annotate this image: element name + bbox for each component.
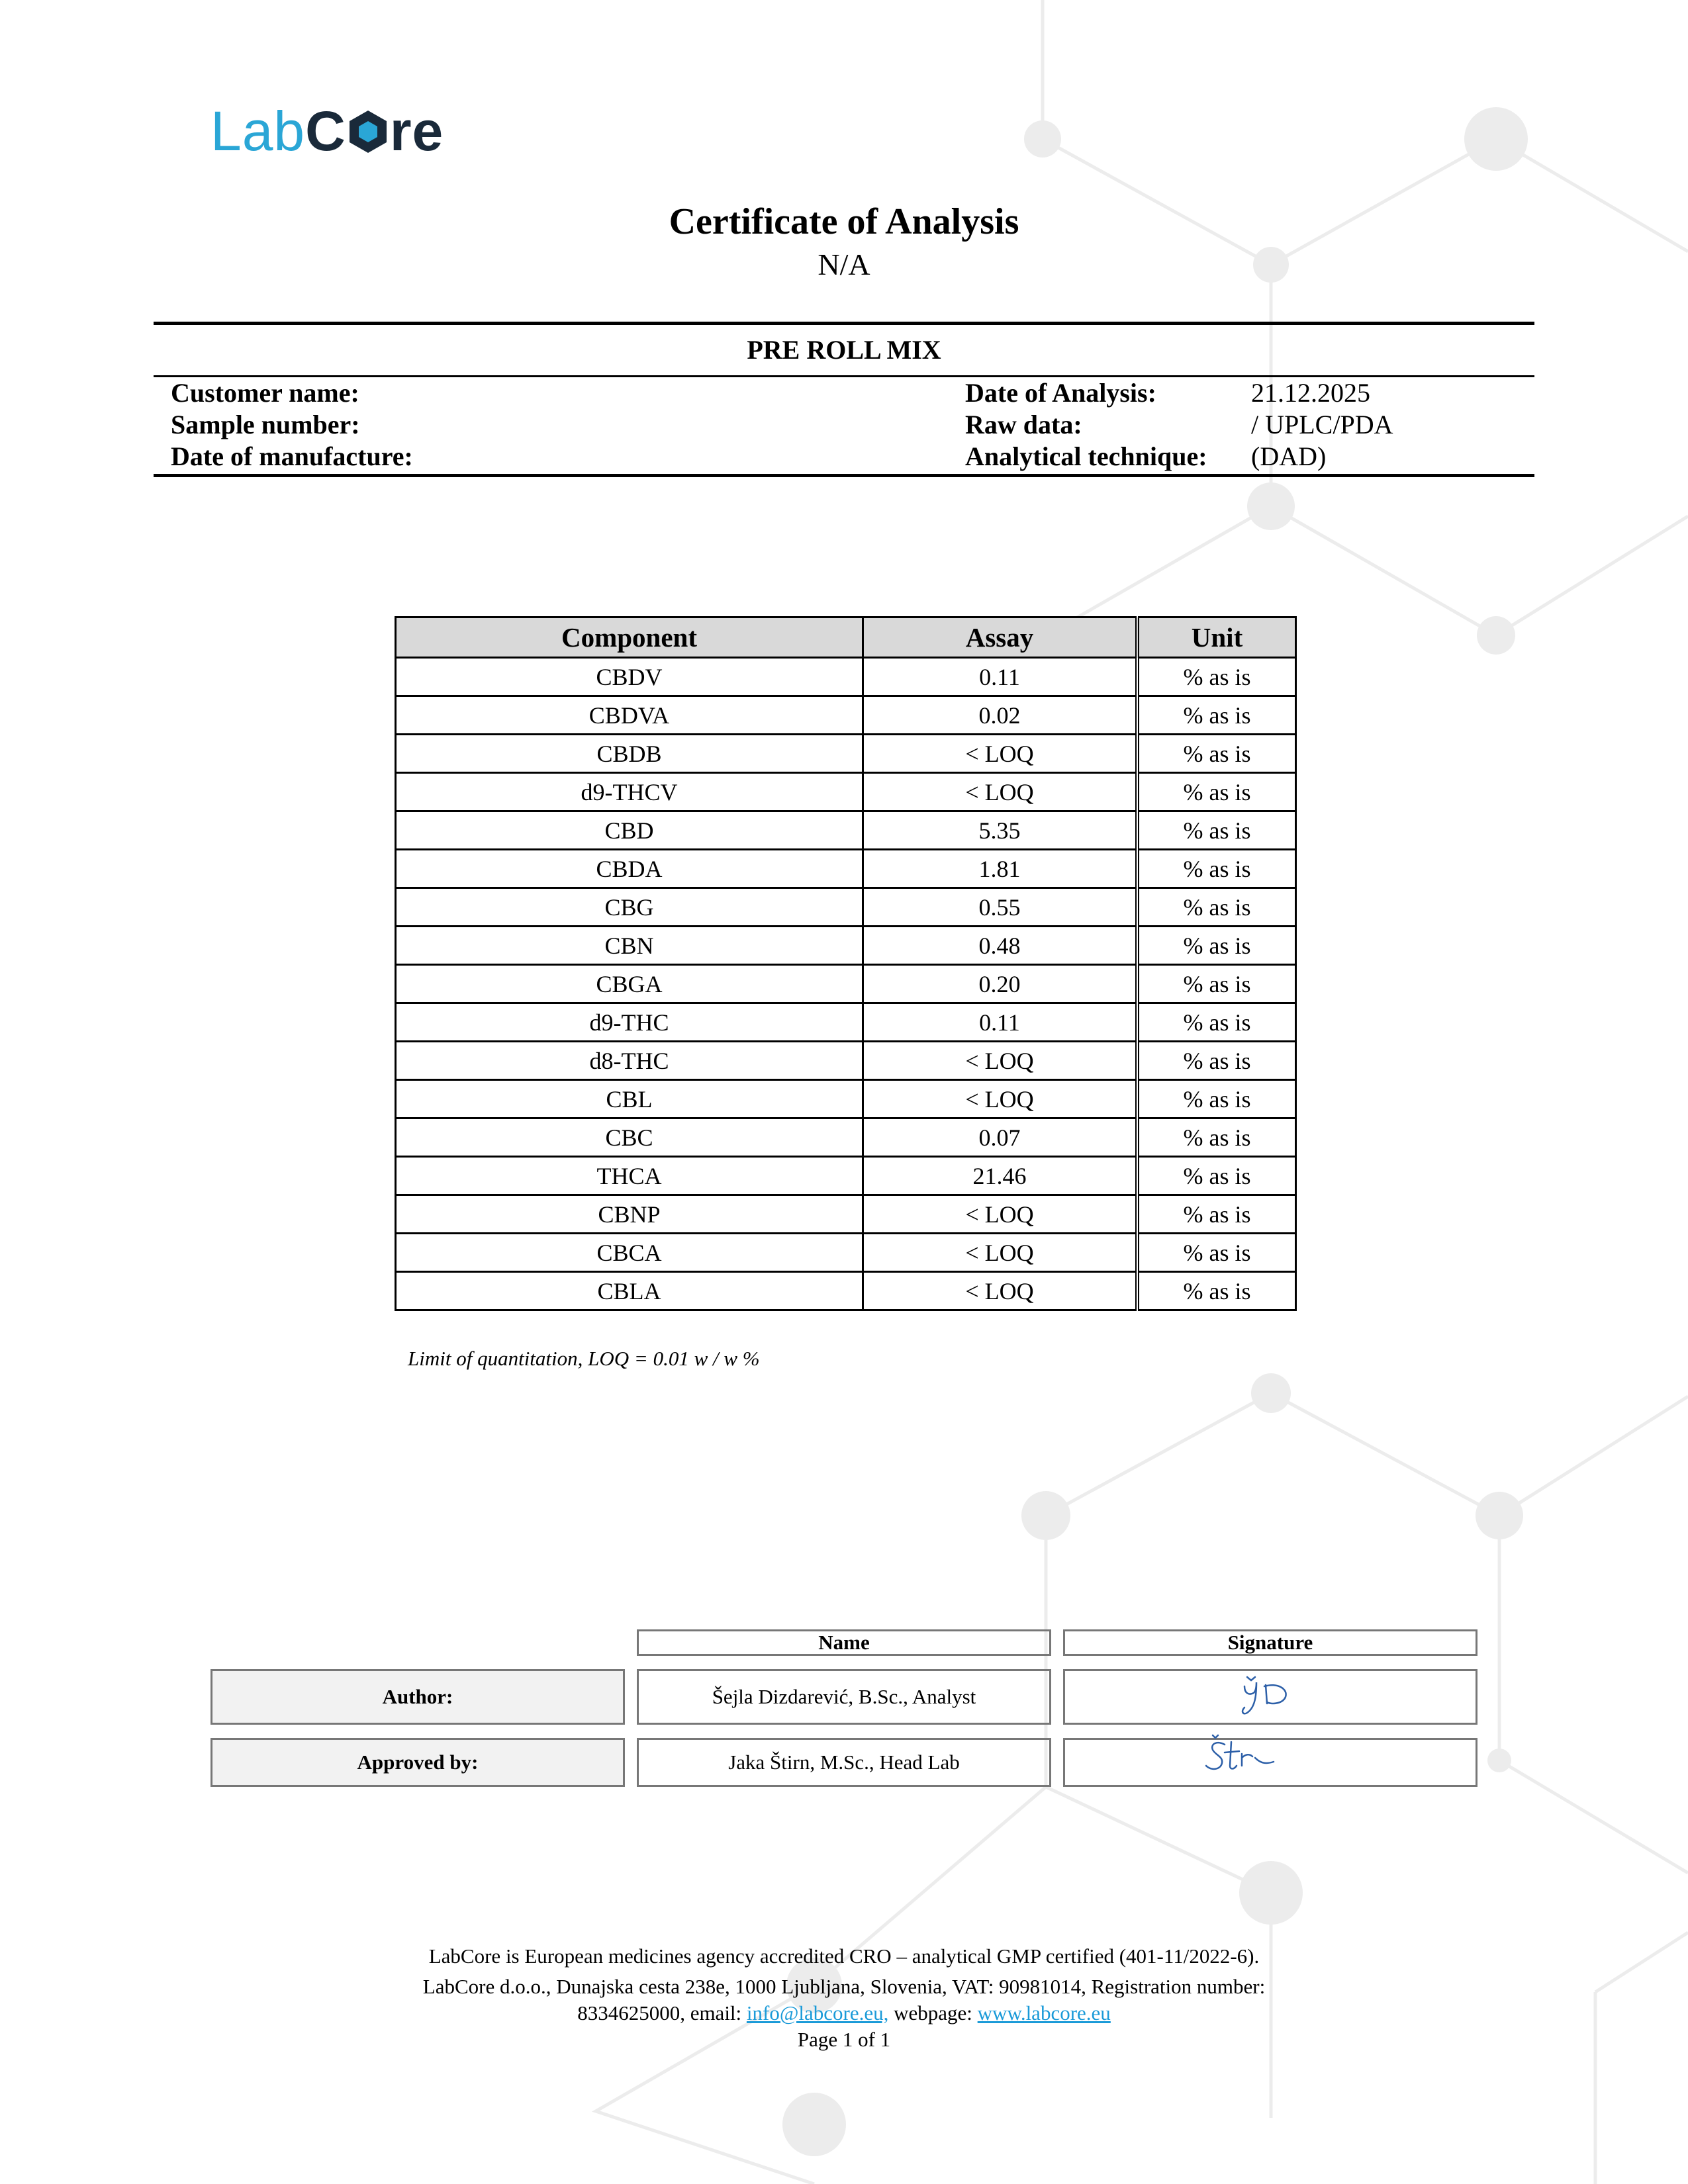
assay-cell: < LOQ [863,1195,1138,1234]
assay-cell: 0.55 [863,888,1138,927]
sample-info [154,377,1534,474]
unit-cell: % as is [1137,1195,1296,1234]
unit-cell: % as is [1137,696,1296,735]
component-cell: CBNP [396,1195,863,1234]
sample-info-block [154,322,1534,477]
footer-registration: 8334625000, email: [577,2001,742,2025]
table-row [396,1003,1296,1042]
unit-cell: % as is [1137,1042,1296,1080]
assay-cell: 1.81 [863,850,1138,888]
labcore-logo [211,98,444,164]
component-header: Component [396,617,863,658]
page-subtitle: N/A [818,248,870,281]
date-of-analysis-value: 21.12.2025 [1251,378,1370,408]
unit-cell: % as is [1137,850,1296,888]
logo-text-re: re [389,100,444,162]
results-body [396,658,1296,1310]
logo-hexagon-icon [348,109,389,154]
assay-cell: 0.20 [863,965,1138,1003]
results-table [395,616,1297,1311]
author-label: Author: [211,1669,625,1725]
table-row [396,927,1296,965]
component-cell: CBDA [396,850,863,888]
table-row [396,658,1296,696]
table-row [396,1157,1296,1195]
logo-text-c: C [305,100,346,162]
table-row [396,1118,1296,1157]
assay-cell: 21.46 [863,1157,1138,1195]
component-cell: CBDV [396,658,863,696]
assay-cell: 0.02 [863,696,1138,735]
assay-cell: < LOQ [863,1234,1138,1272]
page-title: Certificate of Analysis [669,201,1019,242]
assay-cell: 0.07 [863,1118,1138,1157]
unit-cell: % as is [1137,658,1296,696]
customer-name-label: Customer name: [171,378,359,408]
component-cell: CBD [396,811,863,850]
webpage-link[interactable]: www.labcore.eu [977,2001,1111,2025]
component-cell: CBN [396,927,863,965]
unit-cell: % as is [1137,1234,1296,1272]
assay-cell: 0.48 [863,927,1138,965]
date-of-analysis-label: Date of Analysis: [965,378,1156,408]
product-name: PRE ROLL MIX [747,335,941,365]
approved-label: Approved by: [211,1738,625,1787]
author-signature-image [1235,1673,1308,1721]
signature-column-header: Signature [1063,1629,1477,1656]
table-row [396,773,1296,811]
assay-cell: 0.11 [863,658,1138,696]
unit-cell: % as is [1137,927,1296,965]
component-cell: CBG [396,888,863,927]
unit-cell: % as is [1137,1080,1296,1118]
analytical-technique-value: (DAD) [1251,441,1327,471]
bottom-rule [154,474,1534,477]
assay-cell: < LOQ [863,735,1138,773]
component-cell: CBDVA [396,696,863,735]
component-cell: d8-THC [396,1042,863,1080]
component-cell: d9-THCV [396,773,863,811]
logo-text-lab: Lab [211,100,306,162]
approver-signature-image [1206,1735,1274,1769]
loq-footnote: Limit of quantitation, LOQ = 0.01 w / w % [408,1347,760,1370]
unit-cell: % as is [1137,1003,1296,1042]
assay-header: Assay [863,617,1138,658]
footer-contact [0,2000,1688,2026]
table-row [396,1042,1296,1080]
results-header-row [396,617,1296,658]
unit-cell: % as is [1137,1157,1296,1195]
assay-cell: < LOQ [863,1080,1138,1118]
component-cell: CBL [396,1080,863,1118]
date-of-manufacture-label: Date of manufacture: [171,441,413,471]
raw-data-label: Raw data: [965,410,1082,439]
assay-cell: < LOQ [863,773,1138,811]
unit-cell: % as is [1137,1118,1296,1157]
table-row [396,965,1296,1003]
page-number: Page 1 of 1 [797,2028,891,2051]
component-cell: CBC [396,1118,863,1157]
name-column-header: Name [637,1629,1051,1656]
component-cell: CBGA [396,965,863,1003]
analytical-technique-label: Analytical technique: [965,441,1207,471]
table-row [396,696,1296,735]
assay-cell: 5.35 [863,811,1138,850]
approved-name: Jaka Štirn, M.Sc., Head Lab [637,1738,1051,1787]
unit-cell: % as is [1137,888,1296,927]
footer-accreditation: LabCore is European medicines agency accredited CRO – analytical GMP certified (401-11/2022-6). [428,1944,1260,1968]
table-row [396,850,1296,888]
component-cell: CBCA [396,1234,863,1272]
unit-cell: % as is [1137,773,1296,811]
component-cell: CBDB [396,735,863,773]
table-row [396,1234,1296,1272]
assay-cell: < LOQ [863,1042,1138,1080]
table-row [396,888,1296,927]
raw-data-value: / UPLC/PDA [1251,410,1393,439]
footer-webpage-label: webpage: [894,2001,972,2025]
unit-cell: % as is [1137,965,1296,1003]
component-cell: CBLA [396,1272,863,1310]
table-row [396,1272,1296,1310]
author-name: Šejla Dizdarević, B.Sc., Analyst [637,1669,1051,1725]
unit-header: Unit [1137,617,1296,658]
footer [0,1943,1688,2053]
assay-cell: < LOQ [863,1272,1138,1310]
unit-cell: % as is [1137,1272,1296,1310]
table-row [396,735,1296,773]
unit-cell: % as is [1137,735,1296,773]
component-cell: d9-THC [396,1003,863,1042]
assay-cell: 0.11 [863,1003,1138,1042]
footer-address: LabCore d.o.o., Dunajska cesta 238e, 1000 Ljubljana, Slovenia, VAT: 90981014, Registration number: [422,1975,1266,1998]
table-row [396,811,1296,850]
unit-cell: % as is [1137,811,1296,850]
sample-number-label: Sample number: [171,410,360,439]
email-link[interactable]: info@labcore.eu, [746,2001,889,2025]
table-row [396,1195,1296,1234]
table-row [396,1080,1296,1118]
component-cell: THCA [396,1157,863,1195]
